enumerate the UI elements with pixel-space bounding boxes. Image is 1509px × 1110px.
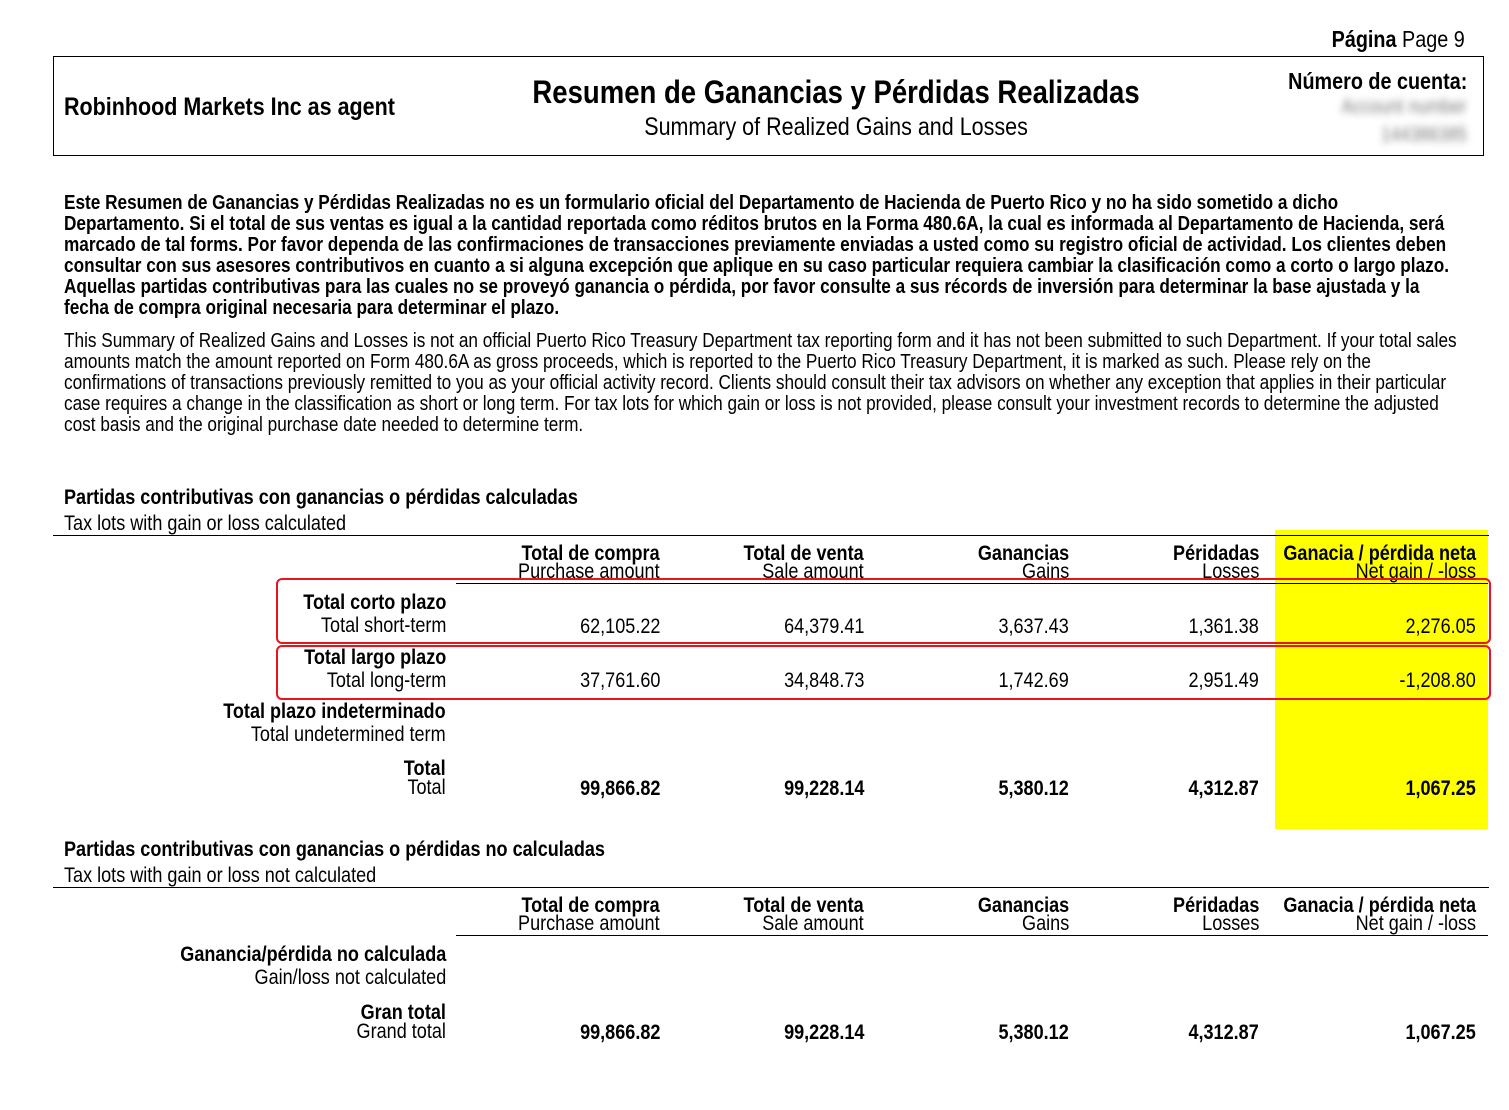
row-label-short-term-es: Total corto plazo <box>302 591 446 614</box>
title-es-text: Resumen de Ganancias y Pérdidas Realizadas <box>532 74 1140 110</box>
col2-header-sale-es: Total de venta <box>743 894 864 917</box>
short-term-sale: 64,379.41 <box>783 615 864 638</box>
short-term-net: 2,276.05 <box>1405 615 1476 638</box>
section2-rule <box>53 887 1489 888</box>
row-label-total <box>404 759 446 797</box>
short-term-purchase: 62,105.22 <box>579 615 660 638</box>
disclaimer-en: This Summary of Realized Gains and Losses is not an official Puerto Rico Treasury Department tax reporting form and it has not been submitted to such Department. If your total sales amounts match the amount reported on Form 480.6A as gross proceeds, which is reported to the Puerto Rico Treasury Department, it is marked as such. Please rely on the confirmations of transactions previously remitted to you as your official activity record. Clients should consult their tax advisors on whether any exception that applies in their particular case requires a change in the classification as short or long term. For tax lots for which gain or loss is not provided, please consult your investment records to determine the adjusted cost basis and the original purchase date needed to determine term. <box>64 330 1457 436</box>
col-header-net-es: Ganacia / pérdida neta <box>1283 542 1476 565</box>
row-label-total-en: Total <box>407 776 446 799</box>
long-term-annotation-box <box>276 645 1491 700</box>
col2-header-sale <box>743 894 864 935</box>
row-label-undetermined <box>224 700 446 746</box>
long-term-losses: 2,951.49 <box>1188 669 1259 692</box>
col-header-gains-en: Gains <box>1021 560 1069 583</box>
col-header-sale <box>743 542 864 583</box>
section2-subtitle: Tax lots with gain or loss not calculated <box>64 864 377 887</box>
col-header-net <box>1283 542 1476 583</box>
row-label-not-calculated-en: Gain/loss not calculated <box>254 966 446 989</box>
col2-header-gains-es: Ganancias <box>977 894 1069 917</box>
col-header-gains-es: Ganancias <box>977 542 1069 565</box>
long-term-sale: 34,848.73 <box>783 669 864 692</box>
row-label-total-es: Total <box>404 757 446 780</box>
col-header-gains <box>977 542 1069 583</box>
row-label-not-calculated-es: Ganancia/pérdida no calculada <box>180 943 446 966</box>
col2-header-net-es: Ganacia / pérdida neta <box>1283 894 1476 917</box>
section1-title: Partidas contributivas con ganancias o pérdidas calculadas <box>64 486 578 509</box>
grand-total-gains: 5,380.12 <box>998 1021 1069 1044</box>
short-term-gains: 3,637.43 <box>998 615 1069 638</box>
grand-total-purchase: 99,866.82 <box>579 1021 660 1044</box>
row-label-undetermined-es: Total plazo indeterminado <box>223 700 446 723</box>
col2-header-losses-en: Losses <box>1201 912 1259 935</box>
grand-total-sale: 99,228.14 <box>783 1021 864 1044</box>
disclaimer-es: Este Resumen de Ganancias y Pérdidas Realizadas no es un formulario oficial del Departamento de Hacienda de Puerto Rico y no ha sido sometido a dicho Departamento. Si el total de sus ventas es igual a la cantidad reportada como réditos brutos en la Forma 480.6A, la cual es informada al Departamento de Hacienda, será marcado de tal forms. Por favor dependa de las confirmaciones de transacciones previamente enviadas a usted como su registro oficial de actividad. Los clientes deben consultar con sus asesores contributivos en cuanto a si alguna excepción que aplique en su caso particular requiera cambiar la clasificación como a corto o largo plazo. Aquellas partidas contributivas para las cuales no se proveyó ganancia o pérdida, por favor consulte a sus récords de inversión para determinar la base ajustada y la fecha de compra original necesaria para determinar el plazo. <box>64 192 1450 319</box>
page-label-en: Page 9 <box>1402 26 1465 52</box>
col-header-losses-en: Losses <box>1201 560 1259 583</box>
title-es <box>0 74 1509 111</box>
total-gains: 5,380.12 <box>998 777 1069 800</box>
col-header-losses-es: Péridadas <box>1172 542 1259 565</box>
col2-header-purchase-es: Total de compra <box>521 894 660 917</box>
long-term-gains: 1,742.69 <box>998 669 1069 692</box>
col-header-net-en: Net gain / -loss <box>1355 560 1476 583</box>
col2-header-losses <box>1172 894 1259 935</box>
grand-total-losses: 4,312.87 <box>1188 1021 1259 1044</box>
title-en <box>0 113 1509 142</box>
grand-total-net: 1,067.25 <box>1405 1021 1476 1044</box>
row-label-not-calculated <box>180 943 446 989</box>
total-losses: 4,312.87 <box>1188 777 1259 800</box>
account-label: Número de cuenta: <box>1287 68 1467 94</box>
col-header-purchase <box>518 542 660 583</box>
short-term-losses: 1,361.38 <box>1188 615 1259 638</box>
col-header-purchase-en: Purchase amount <box>518 560 660 583</box>
row-label-grand-total <box>357 1003 446 1041</box>
section2-header-rule <box>456 935 1488 936</box>
page-number <box>1332 26 1465 53</box>
row-label-long-term-en: Total long-term <box>326 669 446 692</box>
total-sale: 99,228.14 <box>783 777 864 800</box>
col2-header-purchase <box>518 894 660 935</box>
col-header-losses <box>1172 542 1259 583</box>
account-number-blurred-2: 144386385 <box>1380 124 1467 146</box>
total-net: 1,067.25 <box>1405 777 1476 800</box>
row-label-grand-total-en: Grand total <box>356 1020 446 1043</box>
col2-header-net <box>1283 894 1476 935</box>
row-label-undetermined-en: Total undetermined term <box>251 723 446 746</box>
col2-header-gains <box>977 894 1069 935</box>
total-purchase: 99,866.82 <box>579 777 660 800</box>
col-header-sale-en: Sale amount <box>762 560 864 583</box>
col-header-sale-es: Total de venta <box>743 542 864 565</box>
col-header-purchase-es: Total de compra <box>521 542 660 565</box>
long-term-net: -1,208.80 <box>1399 669 1476 692</box>
col2-header-losses-es: Péridadas <box>1172 894 1259 917</box>
col2-header-gains-en: Gains <box>1021 912 1069 935</box>
section1-rule <box>53 535 1489 536</box>
short-term-annotation-box <box>276 578 1491 644</box>
row-label-grand-total-es: Gran total <box>360 1001 446 1024</box>
account-number-blurred: Account number <box>1341 96 1467 118</box>
col2-header-purchase-en: Purchase amount <box>518 912 660 935</box>
issuer-name: Robinhood Markets Inc as agent <box>64 93 395 121</box>
section1-subtitle: Tax lots with gain or loss calculated <box>64 512 347 535</box>
row-label-short-term-en: Total short-term <box>320 614 446 637</box>
row-label-long-term-es: Total largo plazo <box>303 646 446 669</box>
col2-header-net-en: Net gain / -loss <box>1355 912 1476 935</box>
col2-header-sale-en: Sale amount <box>762 912 864 935</box>
page-label-es: Página <box>1331 26 1397 52</box>
title-en-text: Summary of Realized Gains and Losses <box>644 113 1028 141</box>
long-term-purchase: 37,761.60 <box>579 669 660 692</box>
section2-title: Partidas contributivas con ganancias o pérdidas no calculadas <box>64 838 605 861</box>
